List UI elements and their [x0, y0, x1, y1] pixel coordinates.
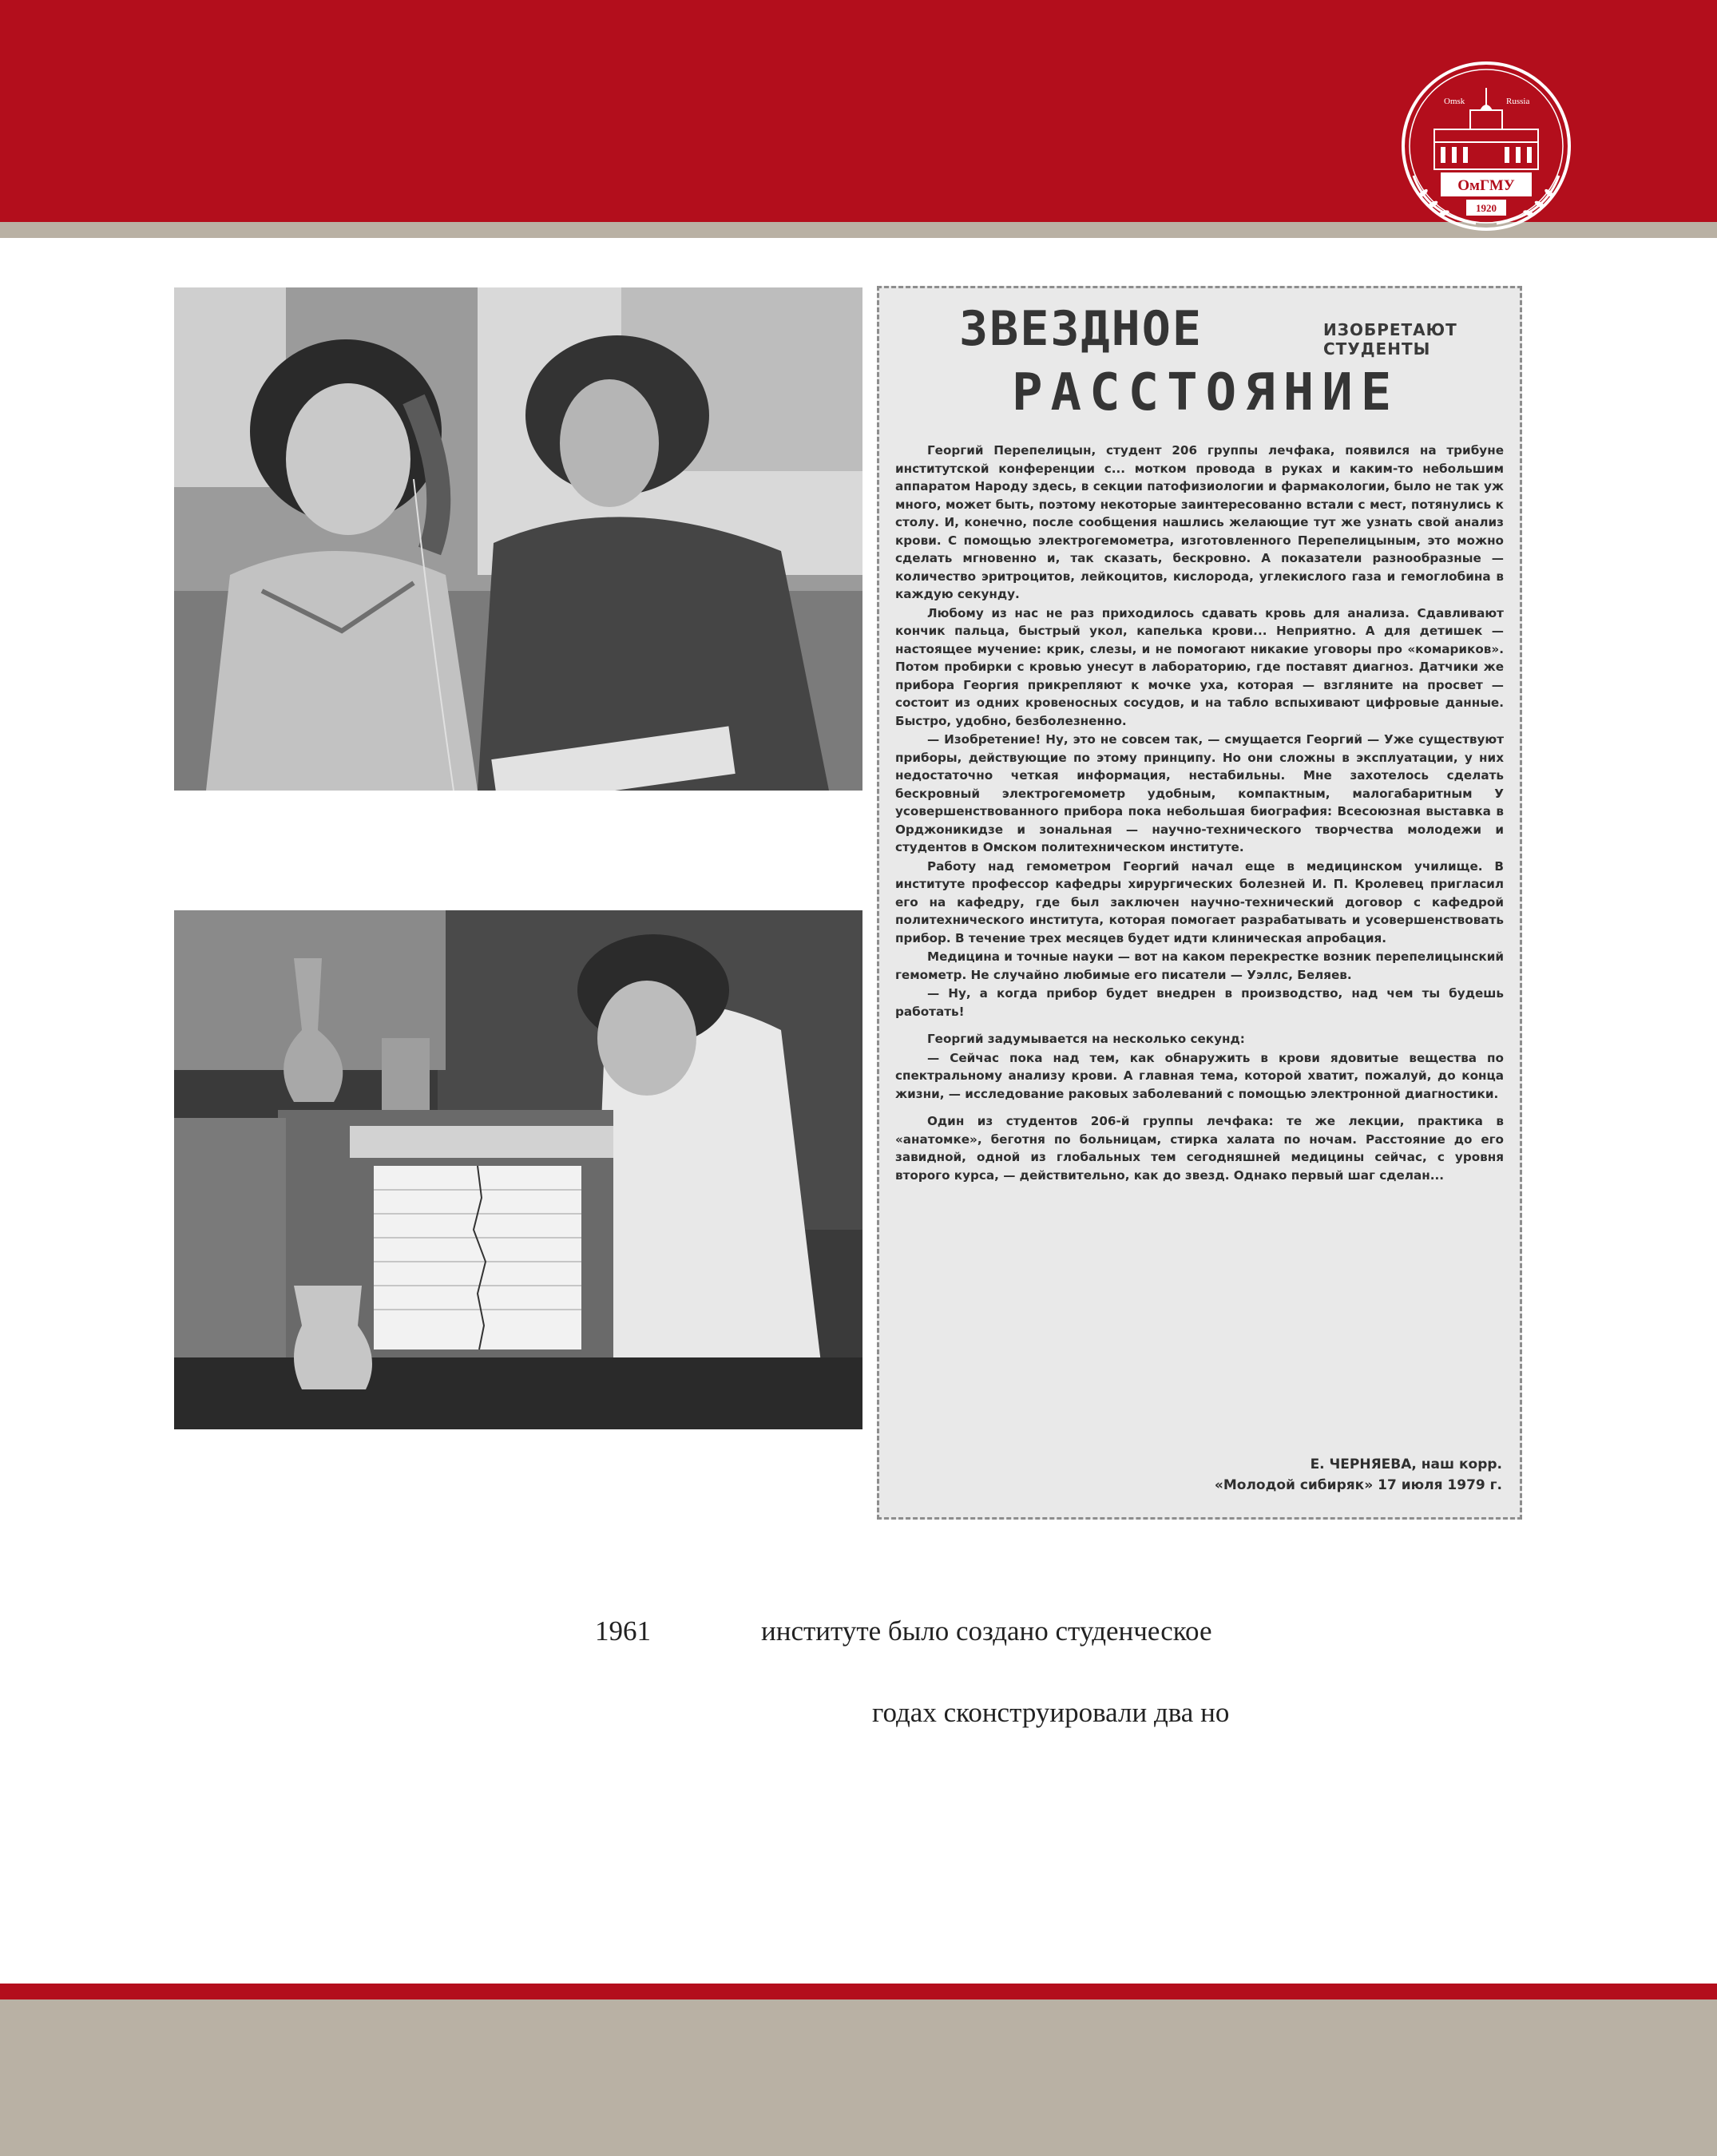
clipping-signature-block: [1023, 1454, 1502, 1496]
article-paragraph: Любому из нас не раз приходилось сдавать кровь для анализа. Сдавливают кончик пальца, быстрый укол, капелька крови... Неприятно. А для детишек — настоящее мучение: крик, слезы, и не помогают никакие уговоры про «комариков». Потом пробирки с кровью унесут в лабораторию, где поставят диагноз. Датчики же прибора Георгия прикрепляют к мочке уха, которая — взгляните на просвет — состоит из одних кровеносных сосудов, и на табло вспыхивают цифровые данные. Быстро, удобно, безболезненно.: [895, 605, 1504, 728]
clipping-title-line1: ЗВЕЗДНОЕ: [959, 301, 1203, 357]
svg-text:Russia: Russia: [1506, 97, 1530, 106]
article-paragraph: Медицина и точные науки — вот на каком перекрестке возник перепелицынский гемометр. Не случайно любимые его писатели — Уэллс, Беляев.: [895, 949, 1504, 982]
svg-text:1920: 1920: [1476, 202, 1497, 214]
article-paragraph: — Сейчас пока над тем, как обнаружить в крови ядовитые вещества по спектральному анализу крови. А главная тема, которой хватит, пожалуй, до конца жизни, — исследование раковых заболеваний с помощью электронной диагностики.: [895, 1050, 1504, 1101]
photo-student-device: [174, 910, 862, 1429]
article-paragraph: Георгий Перепелицын, студент 206 группы лечфака, появился на трибуне институтской конференции с... мотком провода в руках и каким-то небольшим аппаратом Народу здесь, в секции патофизиологии и фармакологии, было не так уж много, может быть, поэтому некоторые заинтересованно встали с мест, потянулись к столу. И, конечно, после сообщения нашлись желающие тут же узнать свой анализ крови. С помощью электрогемометра, изготовленного Перепелицыным, это можно сделать мгновенно и, так сказать, бескровно. А показатели разнообразные — количество эритроцитов, лейкоцитов, кислорода, углекислого газа и гемоглобина в каждую секунду.: [895, 443, 1504, 601]
article-paragraph: Георгий задумывается на несколько секунд:: [927, 1032, 1245, 1046]
omgmu-logo: [1396, 56, 1576, 236]
newspaper-clipping: [877, 286, 1522, 1520]
article-paragraph: — Изобретение! Ну, это не совсем так, — смущается Георгий — Уже существуют приборы, действующие по этому принципу. Но они сложны в эксплуатации, у них недостаточно четкая информация, нестабильны. Мне захотелось сделать бескровный электрогемометр удобным, компактным, малогабаритным У усовершенствованного прибора пока небольшая биография: Всесоюзная выставка в Орджоникидзе и зональная — научно-технического творчества молодежи и студентов в Омском политехническом институте.: [895, 732, 1504, 854]
clipping-source: «Молодой сибиряк» 17 июля 1979 г.: [1214, 1477, 1502, 1493]
bottom-red-stripe: [0, 1984, 1717, 1999]
caption-line-2: годах сконструировали два но: [872, 1697, 1230, 1728]
svg-text:ОмГМУ: ОмГМУ: [1457, 177, 1515, 194]
clipping-author: Е. ЧЕРНЯЕВА, наш корр.: [1310, 1456, 1502, 1472]
bottom-footer-band: [0, 1999, 1717, 2156]
clipping-title-line2: РАССТОЯНИЕ: [1012, 363, 1400, 422]
caption-year: 1961: [595, 1615, 651, 1647]
article-paragraph: — Ну, а когда прибор будет внедрен в производство, над чем ты будешь работать!: [895, 986, 1504, 1019]
article-paragraph: Работу над гемометром Георгий начал еще в медицинском училище. В институте профессор кафедры хирургических болезней И. П. Кролевец пригласил его на кафедру, где был заключен научно-технический договор с кафедрой политехнического института, которая помогает разрабатывать и усовершенствовать прибор. В течение трех месяцев будет идти клиническая апробация.: [895, 858, 1504, 945]
article-paragraph: Один из студентов 206-й группы лечфака: те же лекции, практика в «анатомке», беготня по больницам, стирка халата по ночам. Расстояние до его завидной, одной из глобальных тем сегодняшней медицины сейчас, с уровня второго курса, — действительно, как до звезд. Однако первый шаг сделан...: [895, 1114, 1504, 1183]
svg-text:Omsk: Omsk: [1444, 97, 1465, 106]
clipping-article-body: [895, 442, 1504, 1400]
caption-line-1: институте было создано студенческое: [761, 1615, 1212, 1647]
photo-students-headphones: [174, 287, 862, 791]
clipping-rubric: ИЗОБРЕТАЮТ СТУДЕНТЫ: [1323, 320, 1457, 359]
